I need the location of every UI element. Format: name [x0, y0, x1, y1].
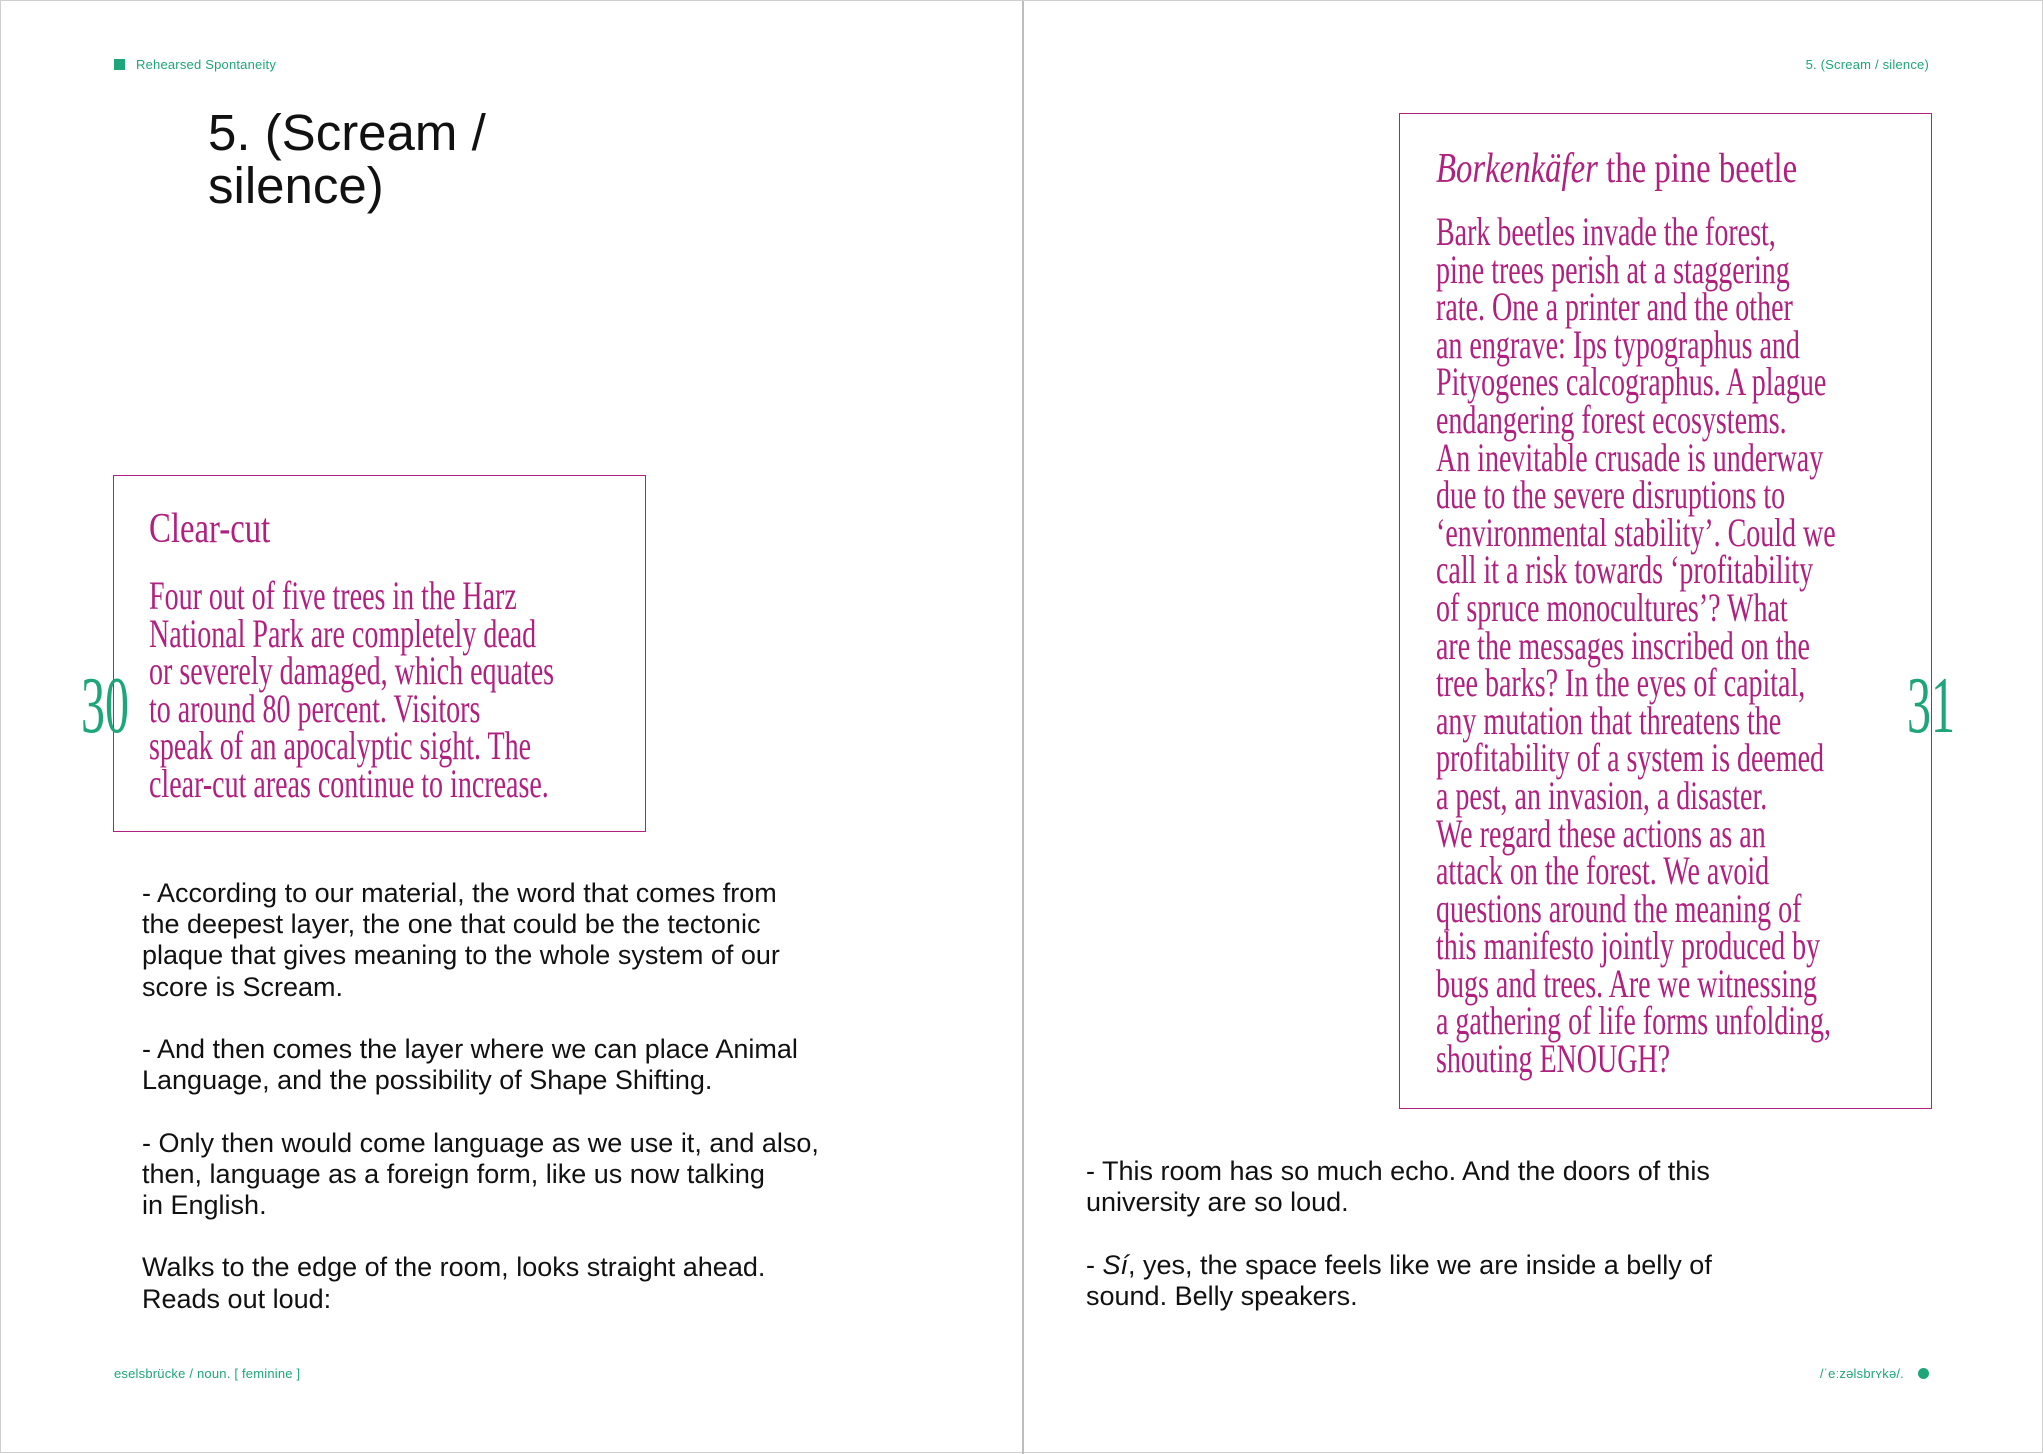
- sidebar-line: to around 80 percent. Visitors: [149, 685, 481, 731]
- running-head-label: Rehearsed Spontaneity: [136, 57, 277, 72]
- sidebar-title-italic: Borkenkäfer: [1436, 146, 1598, 192]
- running-head-right: 5. (Scream / silence): [1805, 57, 1929, 72]
- sidebar-line: Pityogenes calcographus. A plague: [1436, 359, 1827, 405]
- gutter-divider: [1022, 1, 1024, 1454]
- dialogue-line: sound. Belly speakers.: [1086, 1280, 1358, 1311]
- sidebar-line: Bark beetles invade the forest,: [1436, 209, 1776, 254]
- running-head-left: [114, 57, 276, 72]
- dialogue-line: score is Scream.: [142, 971, 344, 1002]
- sidebar-title-rest: the pine beetle: [1597, 146, 1798, 192]
- sidebar-line: due to the severe disruptions to: [1436, 472, 1786, 518]
- sidebar-line: a gathering of life forms unfolding,: [1436, 998, 1832, 1044]
- sidebar-line: questions around the meaning of: [1436, 885, 1802, 931]
- dialogue-line: in English.: [142, 1190, 267, 1220]
- dialogue-paragraph: [142, 1252, 819, 1314]
- clear-cut-sidebar: [113, 475, 646, 832]
- sidebar-line: attack on the forest. We avoid: [1436, 848, 1770, 894]
- dialogue-line: - According to our material, the word that comes from: [142, 878, 777, 908]
- footer-right: [1820, 1366, 1929, 1381]
- dialogue-line: then, language as a foreign form, like us now talking: [142, 1158, 765, 1189]
- sidebar-line: ‘environmental stability’. Could we: [1436, 509, 1836, 555]
- sidebar-line: An inevitable crusade is underway: [1436, 434, 1824, 480]
- sidebar-line: a pest, an invasion, a disaster.: [1436, 772, 1768, 818]
- chapter-title-line: silence): [208, 157, 384, 214]
- dialogue-prefix: -: [1086, 1249, 1103, 1280]
- dialogue-right: [1086, 1156, 1712, 1343]
- chapter-title-line: 5. (Scream /: [208, 104, 486, 161]
- dialogue-line: - Only then would come language as we use it, and also,: [142, 1127, 819, 1158]
- sidebar-line: rate. One a printer and the other: [1436, 284, 1793, 330]
- dialogue-paragraph: [1086, 1250, 1712, 1312]
- square-bullet-icon: [114, 59, 125, 70]
- dialogue-line: Walks to the edge of the room, looks straight ahead.: [142, 1252, 766, 1283]
- sidebar-title: Clear-cut: [149, 506, 271, 552]
- dialogue-line: - This room has so much echo. And the doors of this: [1086, 1156, 1710, 1186]
- dialogue-line: Reads out loud:: [142, 1283, 332, 1314]
- sidebar-line: bugs and trees. Are we witnessing: [1436, 960, 1818, 1006]
- sidebar-title: [1436, 146, 1797, 192]
- footer-label: /ˈeːzəlsbrʏkə/.: [1819, 1366, 1904, 1381]
- page-number-left: 30: [81, 662, 129, 750]
- sidebar-line: endangering forest ecosystems.: [1436, 396, 1787, 442]
- sidebar-line: tree barks? In the eyes of capital,: [1436, 660, 1806, 706]
- dialogue-line: - And then comes the layer where we can place Animal: [142, 1034, 798, 1064]
- sidebar-line: or severely damaged, which equates: [149, 648, 555, 694]
- pine-beetle-sidebar: [1399, 113, 1932, 1109]
- round-bullet-icon: [1918, 1368, 1929, 1379]
- sidebar-line: clear-cut areas continue to increase.: [149, 760, 549, 806]
- sidebar-line: profitability of a system is deemed: [1436, 735, 1825, 781]
- sidebar-line: call it a risk towards ‘profitability: [1436, 547, 1814, 593]
- sidebar-line: National Park are completely dead: [149, 610, 537, 656]
- sidebar-line: pine trees perish at a staggering: [1436, 246, 1790, 292]
- sidebar-line: any mutation that threatens the: [1436, 697, 1782, 743]
- sidebar-line: of spruce monocultures’? What: [1436, 584, 1788, 630]
- dialogue-paragraph: [1086, 1156, 1712, 1218]
- dialogue-line: the deepest layer, the one that could be the tectonic: [142, 909, 761, 940]
- sidebar-line: this manifesto jointly produced by: [1436, 923, 1821, 969]
- sidebar-body: [149, 573, 555, 806]
- sidebar-line: We regard these actions as an: [1436, 810, 1766, 856]
- dialogue-left: [142, 878, 819, 1346]
- footer-left: eselsbrücke / noun. [ feminine ]: [114, 1366, 301, 1381]
- sidebar-line: are the messages inscribed on the: [1436, 622, 1810, 668]
- dialogue-paragraph: [142, 1034, 819, 1096]
- dialogue-paragraph: [142, 1128, 819, 1222]
- sidebar-line: speak of an apocalyptic sight. The: [149, 723, 532, 769]
- sidebar-line: Four out of five trees in the Harz: [149, 573, 517, 618]
- dialogue-line: Language, and the possibility of Shape Shifting.: [142, 1065, 713, 1096]
- dialogue-line: [1086, 1250, 1712, 1281]
- sidebar-line: shouting ENOUGH?: [1436, 1036, 1671, 1082]
- chapter-title: [208, 106, 608, 212]
- dialogue-line: plaque that gives meaning to the whole system of our: [142, 940, 780, 971]
- dialogue-line: university are so loud.: [1086, 1187, 1349, 1218]
- dialogue-paragraph: [142, 878, 819, 1003]
- dialogue-italic: Sí: [1102, 1249, 1129, 1280]
- sidebar-body: [1436, 209, 1836, 1082]
- sidebar-line: an engrave: Ips typographus and: [1436, 321, 1800, 367]
- page-number-right: 31: [1907, 662, 1955, 750]
- dialogue-line-rest: , yes, the space feels like we are inside a belly of: [1128, 1249, 1712, 1280]
